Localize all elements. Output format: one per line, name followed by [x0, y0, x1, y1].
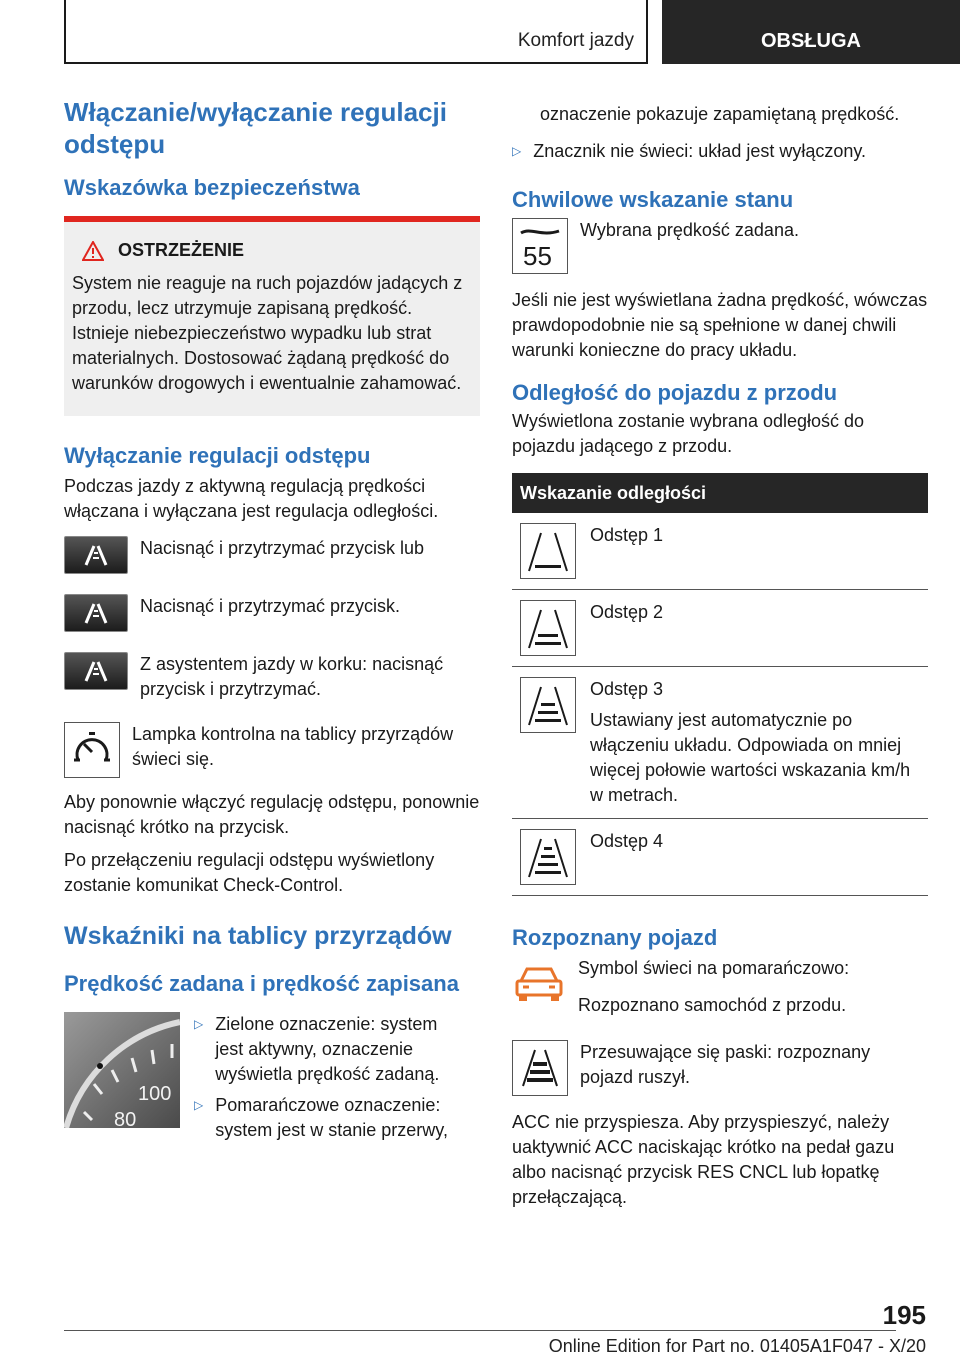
- button-step-text: Nacisnąć i przytrzymać przycisk lub: [140, 538, 425, 558]
- checkcontrol-text: Po przełączeniu regulacji odstępu wyświetlony zostanie komunikat Check-Control.: [64, 850, 435, 895]
- distance-text: Wyświetlona zostanie wybrana odległość do pojazdu jadącego z przodu.: [512, 411, 865, 456]
- status-heading: Chwilowe wskazanie stanu: [512, 187, 794, 212]
- button-step-text: Nacisnąć i przytrzymać przycisk.: [140, 596, 401, 616]
- detected-line2: Rozpoznano samochód z przodu.: [578, 995, 847, 1015]
- speedometer-lamp-icon: [64, 722, 120, 778]
- distance-bars-icon: [520, 677, 576, 733]
- warning-triangle-icon: [82, 241, 104, 261]
- table-body: [512, 513, 928, 896]
- header-frame: [64, 0, 648, 64]
- distance-bars-icon: [520, 523, 576, 579]
- status-text: Wybrana prędkość zadana.: [580, 220, 799, 240]
- table-row: [512, 667, 928, 819]
- bullet-continuation: oznaczenie pokazuje zapamiętaną prędkość.: [540, 104, 900, 124]
- warning-box: [64, 216, 480, 416]
- bullet-text: Zielone oznaczenie: system jest aktywny, oznaczenie wyświetla prędkość zadaną.: [215, 1014, 440, 1084]
- bullet-item: [194, 1093, 452, 1143]
- status-row: [512, 218, 928, 274]
- distance-title: Odstęp 2: [590, 602, 664, 622]
- table-row: [512, 590, 928, 667]
- detected-row: [512, 956, 928, 1018]
- triangle-bullet-icon: ▷: [194, 1017, 204, 1031]
- footer-divider: [64, 1330, 896, 1331]
- status-note: Jeśli nie jest wyświetlana żadna prędkość, wówczas prawdopodobnie nie są spełnione w danej chwili warunki konieczne do pracy układu.: [512, 290, 928, 360]
- table-row: [512, 819, 928, 896]
- distance-title: Odstęp 3: [590, 679, 664, 699]
- bullet-text: Pomarańczowe oznaczenie: system jest w stanie przerwy,: [215, 1095, 448, 1140]
- distance-bars-icon: [520, 829, 576, 885]
- speed-heading: Prędkość zadana i prędkość zapisana: [64, 971, 459, 996]
- triangle-bullet-icon: ▷: [512, 144, 522, 158]
- distance-title: Odstęp 4: [590, 831, 664, 851]
- table-row: [512, 513, 928, 590]
- triangle-bullet-icon: ▷: [194, 1098, 204, 1112]
- indicators-heading: Wskaźniki na tablicy przyrządów: [64, 922, 452, 950]
- warning-label: OSTRZEŻENIE: [118, 240, 245, 260]
- section-title: Komfort jazdy: [517, 30, 634, 51]
- detected-line1: Symbol świeci na pomarańczowo:: [578, 958, 850, 978]
- speedo-label-80: 80: [114, 1109, 137, 1128]
- distance-bars-icon: [520, 600, 576, 656]
- left-column: [64, 96, 480, 1143]
- distance-button-icon: [64, 652, 128, 690]
- page-title: Włączanie/wyłączanie regulacji odstępu: [64, 97, 447, 159]
- distance-title: Odstęp 1: [590, 525, 664, 545]
- speed-bullets: [194, 1012, 452, 1143]
- table-header: Wskazanie odległości: [512, 473, 928, 513]
- lamp-text: Lampka kontrolna na tablicy przyrządów świeci się.: [132, 724, 454, 769]
- distance-table: [512, 473, 928, 896]
- distance-heading: Odległość do pojazdu z przodu: [512, 380, 838, 405]
- moving-text: Przesuwające się paski: rozpoznany pojazd ruszył.: [580, 1042, 871, 1087]
- set-speed-value: 55: [523, 241, 552, 271]
- car-orange-icon: [512, 956, 566, 1010]
- page-number: 195: [882, 1300, 926, 1330]
- lamp-row: [64, 722, 480, 778]
- bullet-item: [512, 139, 928, 164]
- distance-desc: Ustawiany jest automatycznie po włączeniu układu. Odpowiada on mniej więcej połowie wartości wskazania km/h w metrach.: [590, 710, 911, 805]
- distance-button-icon: [64, 536, 128, 574]
- bullet-text: Znacznik nie świeci: układ jest wyłączony.: [533, 141, 867, 161]
- footer-edition: Online Edition for Part no. 01405A1F047 - X/20: [548, 1336, 926, 1356]
- set-speed-icon: [512, 218, 568, 274]
- acc-text: ACC nie przyspiesza. Aby przyspieszyć, należy uaktywnić ACC naciskając krótko na pedał gazu albo nacisnąć przycisk RES CNCL lub łopatkę przełączającą.: [512, 1112, 895, 1207]
- warning-text: System nie reaguje na ruch pojazdów jadących z przodu, lecz utrzymuje zapisaną prędkość. Istnieje niebezpieczeństwo wypadku lub strat materialnych. Dostosować żądaną prędkość do warunków drogowych i ewentualnie zahamować.: [72, 273, 463, 393]
- off-text: Podczas jazdy z aktywną regulacją prędkości włączana i wyłączana jest regulacja odległości.: [64, 476, 439, 521]
- button-step: [64, 536, 480, 574]
- detected-heading: Rozpoznany pojazd: [512, 925, 718, 950]
- speedometer-image: [64, 1012, 180, 1128]
- speed-section: [64, 1012, 480, 1143]
- button-step-text: Z asystentem jazdy w korku: nacisnąć przycisk i przytrzymać.: [140, 654, 444, 699]
- bullet-item: [194, 1012, 452, 1087]
- speedo-label-100: 100: [138, 1083, 172, 1105]
- moving-row: [512, 1040, 928, 1096]
- safety-heading: Wskazówka bezpieczeństwa: [64, 175, 360, 200]
- off-heading: Wyłączanie regulacji odstępu: [64, 443, 371, 468]
- warning-title: [82, 240, 472, 261]
- button-step: [64, 652, 480, 702]
- chapter-tab: OBSŁUGA: [662, 0, 960, 64]
- button-step: [64, 594, 480, 632]
- right-column: [512, 102, 928, 1210]
- reenable-text: Aby ponownie włączyć regulację odstępu, ponownie nacisnąć krótko na przycisk.: [64, 792, 480, 837]
- distance-button-icon: [64, 594, 128, 632]
- moving-bars-icon: [512, 1040, 568, 1096]
